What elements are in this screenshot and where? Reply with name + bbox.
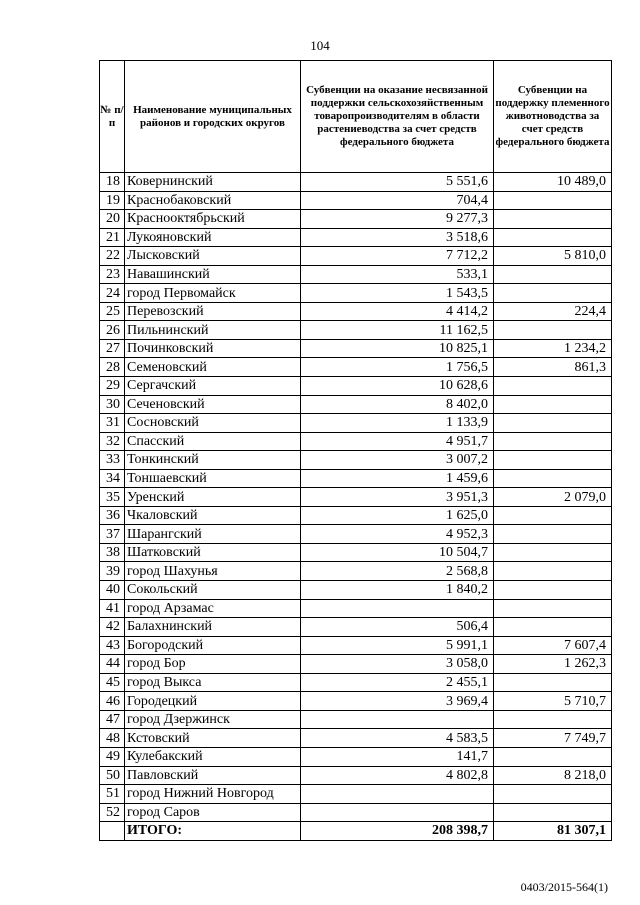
livestock-subsidy-value xyxy=(494,525,612,544)
row-number: 41 xyxy=(100,599,125,618)
crop-subsidy-value xyxy=(301,599,494,618)
municipality-name: Лукояновский xyxy=(125,228,301,247)
livestock-subsidy-value: 1 234,2 xyxy=(494,339,612,358)
livestock-subsidy-value: 1 262,3 xyxy=(494,655,612,674)
row-number: 24 xyxy=(100,284,125,303)
livestock-subsidy-value: 5 810,0 xyxy=(494,247,612,266)
crop-subsidy-value xyxy=(301,803,494,822)
row-number: 47 xyxy=(100,710,125,729)
livestock-subsidy-value: 10 489,0 xyxy=(494,173,612,192)
livestock-subsidy-value xyxy=(494,618,612,637)
subsidy-table xyxy=(99,60,612,841)
crop-subsidy-value: 8 402,0 xyxy=(301,395,494,414)
municipality-name: Навашинский xyxy=(125,265,301,284)
municipality-name: город Дзержинск xyxy=(125,710,301,729)
row-number: 51 xyxy=(100,785,125,804)
municipality-name: ИТОГО: xyxy=(125,822,301,841)
crop-subsidy-value xyxy=(301,785,494,804)
table-header-row xyxy=(100,61,612,173)
crop-subsidy-value: 3 007,2 xyxy=(301,451,494,470)
livestock-subsidy-value xyxy=(494,210,612,229)
row-number: 43 xyxy=(100,636,125,655)
livestock-subsidy-value: 861,3 xyxy=(494,358,612,377)
table-row xyxy=(100,265,612,284)
crop-subsidy-value: 506,4 xyxy=(301,618,494,637)
crop-subsidy-value xyxy=(301,710,494,729)
header-number: № п/п xyxy=(100,61,125,173)
livestock-subsidy-value xyxy=(494,469,612,488)
header-municipality: Наименование муниципальных районов и городских округов xyxy=(125,61,301,173)
row-number: 31 xyxy=(100,414,125,433)
row-number: 35 xyxy=(100,488,125,507)
table-row xyxy=(100,673,612,692)
header-livestock-subsidy: Субвенции на поддержку племенного животноводства за счет средств федерального бюджета xyxy=(494,61,612,173)
table-row xyxy=(100,562,612,581)
table-row xyxy=(100,618,612,637)
row-number xyxy=(100,822,125,841)
crop-subsidy-value: 1 543,5 xyxy=(301,284,494,303)
municipality-name: город Выкса xyxy=(125,673,301,692)
crop-subsidy-value: 5 991,1 xyxy=(301,636,494,655)
crop-subsidy-value: 3 969,4 xyxy=(301,692,494,711)
municipality-name: город Саров xyxy=(125,803,301,822)
table-row xyxy=(100,525,612,544)
municipality-name: Павловский xyxy=(125,766,301,785)
municipality-name: Кулебакский xyxy=(125,747,301,766)
row-number: 46 xyxy=(100,692,125,711)
row-number: 27 xyxy=(100,339,125,358)
livestock-subsidy-value xyxy=(494,451,612,470)
livestock-subsidy-value: 224,4 xyxy=(494,302,612,321)
table-row xyxy=(100,581,612,600)
crop-subsidy-value: 7 712,2 xyxy=(301,247,494,266)
municipality-name: город Первомайск xyxy=(125,284,301,303)
table-row xyxy=(100,210,612,229)
table-row xyxy=(100,636,612,655)
livestock-subsidy-value xyxy=(494,321,612,340)
livestock-subsidy-value xyxy=(494,673,612,692)
municipality-name: Уренский xyxy=(125,488,301,507)
table-row xyxy=(100,395,612,414)
crop-subsidy-value: 9 277,3 xyxy=(301,210,494,229)
municipality-name: Семеновский xyxy=(125,358,301,377)
crop-subsidy-value: 4 951,7 xyxy=(301,432,494,451)
table-row xyxy=(100,432,612,451)
row-number: 44 xyxy=(100,655,125,674)
municipality-name: Шатковский xyxy=(125,543,301,562)
municipality-name: город Арзамас xyxy=(125,599,301,618)
row-number: 26 xyxy=(100,321,125,340)
municipality-name: Шарангский xyxy=(125,525,301,544)
municipality-name: Тонкинский xyxy=(125,451,301,470)
row-number: 45 xyxy=(100,673,125,692)
table-row xyxy=(100,766,612,785)
municipality-name: Сеченовский xyxy=(125,395,301,414)
livestock-subsidy-value xyxy=(494,228,612,247)
row-number: 30 xyxy=(100,395,125,414)
livestock-subsidy-value xyxy=(494,414,612,433)
table-row xyxy=(100,339,612,358)
livestock-subsidy-value xyxy=(494,581,612,600)
row-number: 37 xyxy=(100,525,125,544)
row-number: 42 xyxy=(100,618,125,637)
municipality-name: Городецкий xyxy=(125,692,301,711)
livestock-subsidy-value xyxy=(494,395,612,414)
crop-subsidy-value: 10 628,6 xyxy=(301,377,494,396)
municipality-name: Чкаловский xyxy=(125,506,301,525)
livestock-subsidy-value: 7 749,7 xyxy=(494,729,612,748)
municipality-name: Пильнинский xyxy=(125,321,301,340)
municipality-name: Сергачский xyxy=(125,377,301,396)
table-row xyxy=(100,302,612,321)
municipality-name: Тоншаевский xyxy=(125,469,301,488)
livestock-subsidy-value xyxy=(494,284,612,303)
livestock-subsidy-value xyxy=(494,803,612,822)
table-row xyxy=(100,655,612,674)
row-number: 22 xyxy=(100,247,125,266)
crop-subsidy-value: 1 840,2 xyxy=(301,581,494,600)
table-row xyxy=(100,692,612,711)
row-number: 23 xyxy=(100,265,125,284)
row-number: 21 xyxy=(100,228,125,247)
livestock-subsidy-value xyxy=(494,562,612,581)
crop-subsidy-value: 4 952,3 xyxy=(301,525,494,544)
municipality-name: Лысковский xyxy=(125,247,301,266)
livestock-subsidy-value: 7 607,4 xyxy=(494,636,612,655)
livestock-subsidy-value: 2 079,0 xyxy=(494,488,612,507)
row-number: 20 xyxy=(100,210,125,229)
crop-subsidy-value: 2 568,8 xyxy=(301,562,494,581)
table-row xyxy=(100,599,612,618)
livestock-subsidy-value xyxy=(494,377,612,396)
livestock-subsidy-value xyxy=(494,785,612,804)
livestock-subsidy-value: 8 218,0 xyxy=(494,766,612,785)
header-crop-subsidy: Субвенции на оказание несвязанной поддержки сельскохозяйственным товаропроизводителям в области растениеводства за счет средств федерального бюджета xyxy=(301,61,494,173)
municipality-name: Ковернинский xyxy=(125,173,301,192)
table-row xyxy=(100,414,612,433)
row-number: 50 xyxy=(100,766,125,785)
row-number: 48 xyxy=(100,729,125,748)
total-row xyxy=(100,822,612,841)
table-row xyxy=(100,710,612,729)
document-code: 0403/2015-564(1) xyxy=(520,880,608,894)
crop-subsidy-value: 3 518,6 xyxy=(301,228,494,247)
municipality-name: город Нижний Новгород xyxy=(125,785,301,804)
table-row xyxy=(100,377,612,396)
crop-subsidy-value: 5 551,6 xyxy=(301,173,494,192)
crop-subsidy-value: 533,1 xyxy=(301,265,494,284)
crop-subsidy-value: 11 162,5 xyxy=(301,321,494,340)
livestock-subsidy-value xyxy=(494,599,612,618)
livestock-subsidy-value: 5 710,7 xyxy=(494,692,612,711)
crop-subsidy-value: 3 058,0 xyxy=(301,655,494,674)
livestock-subsidy-value xyxy=(494,191,612,210)
crop-subsidy-value: 141,7 xyxy=(301,747,494,766)
table-row xyxy=(100,506,612,525)
municipality-name: Сосновский xyxy=(125,414,301,433)
livestock-subsidy-value: 81 307,1 xyxy=(494,822,612,841)
row-number: 18 xyxy=(100,173,125,192)
row-number: 49 xyxy=(100,747,125,766)
municipality-name: Спасский xyxy=(125,432,301,451)
crop-subsidy-value: 4 583,5 xyxy=(301,729,494,748)
livestock-subsidy-value xyxy=(494,710,612,729)
municipality-name: Починковский xyxy=(125,339,301,358)
table-row xyxy=(100,451,612,470)
table-row xyxy=(100,228,612,247)
page-number: 104 xyxy=(310,38,330,53)
crop-subsidy-value: 704,4 xyxy=(301,191,494,210)
table-row xyxy=(100,247,612,266)
crop-subsidy-value: 1 625,0 xyxy=(301,506,494,525)
table-row xyxy=(100,284,612,303)
table-row xyxy=(100,173,612,192)
table-row xyxy=(100,321,612,340)
livestock-subsidy-value xyxy=(494,543,612,562)
crop-subsidy-value: 1 756,5 xyxy=(301,358,494,377)
livestock-subsidy-value xyxy=(494,265,612,284)
table-row xyxy=(100,543,612,562)
crop-subsidy-value: 2 455,1 xyxy=(301,673,494,692)
municipality-name: Балахнинский xyxy=(125,618,301,637)
table-body xyxy=(100,173,612,841)
row-number: 52 xyxy=(100,803,125,822)
crop-subsidy-value: 4 802,8 xyxy=(301,766,494,785)
table-row xyxy=(100,191,612,210)
municipality-name: Перевозский xyxy=(125,302,301,321)
municipality-name: город Бор xyxy=(125,655,301,674)
crop-subsidy-value: 208 398,7 xyxy=(301,822,494,841)
livestock-subsidy-value xyxy=(494,506,612,525)
municipality-name: город Шахунья xyxy=(125,562,301,581)
livestock-subsidy-value xyxy=(494,432,612,451)
row-number: 25 xyxy=(100,302,125,321)
row-number: 39 xyxy=(100,562,125,581)
row-number: 28 xyxy=(100,358,125,377)
crop-subsidy-value: 3 951,3 xyxy=(301,488,494,507)
municipality-name: Краснобаковский xyxy=(125,191,301,210)
municipality-name: Богородский xyxy=(125,636,301,655)
table-row xyxy=(100,488,612,507)
row-number: 32 xyxy=(100,432,125,451)
row-number: 34 xyxy=(100,469,125,488)
livestock-subsidy-value xyxy=(494,747,612,766)
row-number: 19 xyxy=(100,191,125,210)
crop-subsidy-value: 10 504,7 xyxy=(301,543,494,562)
table-row xyxy=(100,785,612,804)
crop-subsidy-value: 1 459,6 xyxy=(301,469,494,488)
table-row xyxy=(100,747,612,766)
crop-subsidy-value: 1 133,9 xyxy=(301,414,494,433)
table-row xyxy=(100,729,612,748)
municipality-name: Сокольский xyxy=(125,581,301,600)
municipality-name: Краснооктябрьский xyxy=(125,210,301,229)
table-row xyxy=(100,803,612,822)
row-number: 36 xyxy=(100,506,125,525)
crop-subsidy-value: 4 414,2 xyxy=(301,302,494,321)
row-number: 33 xyxy=(100,451,125,470)
municipality-name: Кстовский xyxy=(125,729,301,748)
row-number: 38 xyxy=(100,543,125,562)
table-row xyxy=(100,469,612,488)
crop-subsidy-value: 10 825,1 xyxy=(301,339,494,358)
table-row xyxy=(100,358,612,377)
row-number: 40 xyxy=(100,581,125,600)
row-number: 29 xyxy=(100,377,125,396)
